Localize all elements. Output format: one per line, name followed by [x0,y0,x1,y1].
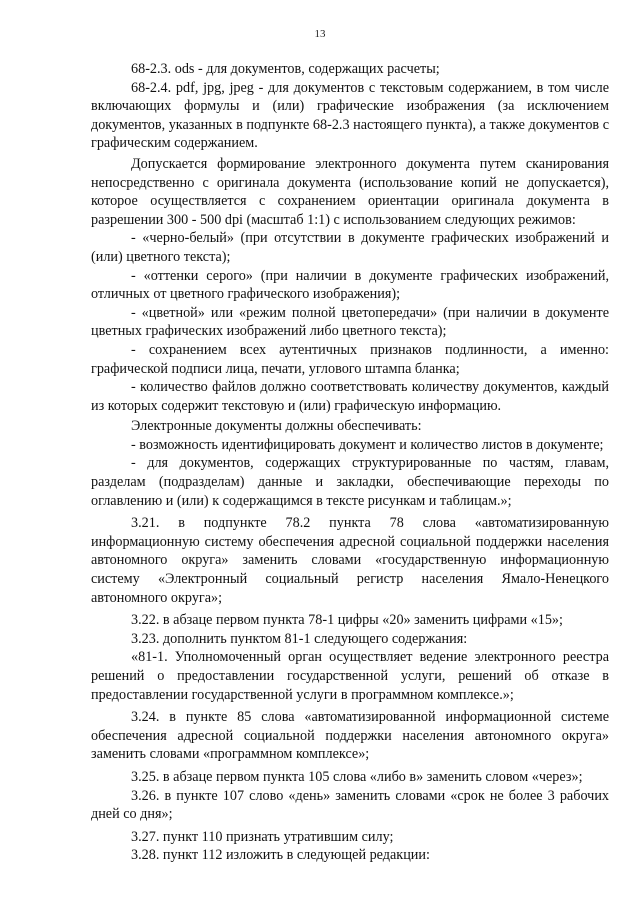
list-item-color: - «цветной» или «режим полной цветопередачи» (при наличии в документе цветных графических изображений либо цветного текста); [91,304,609,340]
paragraph-68-2-3: 68-2.3. ods - для документов, содержащих расчеты; [131,61,440,77]
page-number: 13 [314,28,326,40]
list-item-file-count: - количество файлов должно соответствовать количеству документов, каждый из которых содержит текстовую и (или) графическую информацию. [91,379,609,414]
paragraph-68-2-4: 68-2.4. pdf, jpg, jpeg - для документов с текстовым содержанием, в том числе включающих формулы и (или) графические изображения (за исключением документов, указанных в подпункте 68-2.3 настоящего пункта), а также документов с графическим содержанием. [91,79,609,152]
list-item-authenticity: - сохранением всех аутентичных признаков подлинности, а именно: графической подписи лица, печати, углового штампа бланка; [91,341,609,377]
list-item-black-white: - «черно-белый» (при отсутствии в документе графических изображений и (или) цветного текста); [91,230,609,265]
paragraph-81-1: «81-1. Уполномоченный орган осуществляет ведение электронного реестра решений о предоставлении государственной услуги, решений об отказе в предоставлении государственной услуги в программном комплексе.»; [91,649,609,703]
paragraph-3-25: 3.25. в абзаце первом пункта 105 слова «либо в» заменить словом «через»; [131,768,583,785]
paragraph-3-28: 3.28. пункт 112 изложить в следующей редакции: [131,847,430,864]
paragraph-3-26: 3.26. в пункте 107 слово «день» заменить словами «срок не более 3 рабочих дней со дня»; [91,787,609,823]
paragraph-3-21: 3.21. в подпункте 78.2 пункта 78 слова «автоматизированную информационную систему обеспечения адресной социальной поддержки населения автономного округа» заменить словами «государственную информационную систему «Электронный социальный регистр населения Ямало-Ненецкого автономного округа»; [91,515,609,606]
list-item-identify: - возможность идентифицировать документ и количество листов в документе; [131,436,604,453]
list-item-structured: - для документов, содержащих структурированные по частям, главам, разделам (подразделам) данные и закладки, обеспечивающие переходы по оглавлению и (или) к содержащимся в тексте рисункам и таблицам.»; [91,455,609,509]
paragraph-3-24: 3.24. в пункте 85 слова «автоматизированной информационной системе обеспечения адресной социальной поддержки населения автономного округа» заменить словами «программном комплексе»; [91,709,609,763]
list-item-grayscale: - «оттенки серого» (при наличии в документе графических изображений, отличных от цветного графического изображения); [91,267,609,303]
paragraph-3-22: 3.22. в абзаце первом пункта 78-1 цифры «20» заменить цифрами «15»; [131,612,563,629]
paragraph-3-27: 3.27. пункт 110 признать утратившим силу; [131,828,394,845]
paragraph-3-23: 3.23. дополнить пунктом 81-1 следующего содержания: [131,630,468,647]
paragraph-electronic-docs: Электронные документы должны обеспечивать: [131,418,422,435]
paragraph-scanning: Допускается формирование электронного документа путем сканирования непосредственно с оригинала документа (использование копий не допускается), которое осуществляется с сохранением ориентации оригинала документа в разрешении 300 - 500 dpi (масштаб 1:1) с использованием следующих режимов: [91,155,609,228]
document-body [91,60,609,865]
